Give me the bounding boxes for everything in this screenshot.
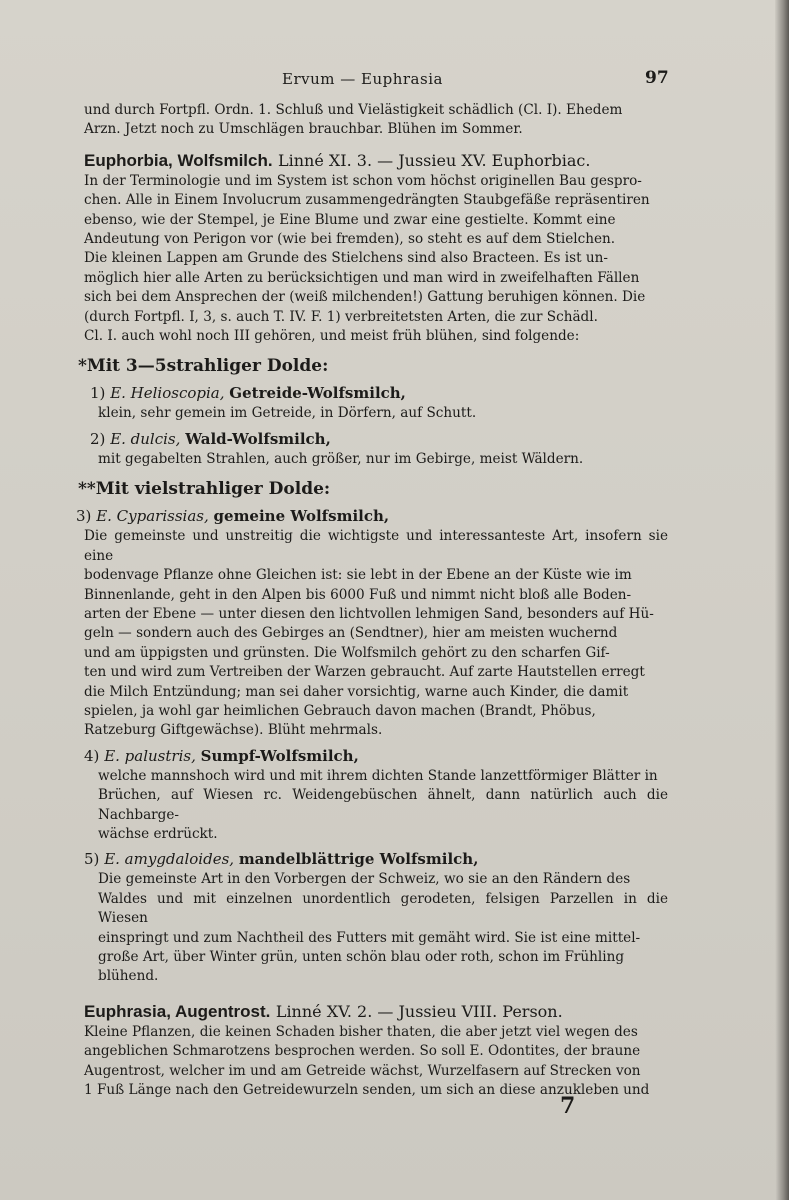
text-line: bodenvage Pflanze ohne Gleichen ist: sie lebt in der Ebene an der Küste wie im <box>84 567 632 584</box>
species-name: E. Helioscopia, <box>110 384 225 403</box>
species-name: E. dulcis, <box>110 429 181 448</box>
entry-heading-euphrasia <box>84 1001 668 1023</box>
text-line: Waldes und mit einzelnen unordentlich gerodeten, felsigen Parzellen in die Wiesen <box>98 890 668 927</box>
entry-heading-euphorbia <box>84 150 668 172</box>
genus-name: Euphrasia, Augentrost. <box>84 1001 271 1021</box>
text-line: welche mannshoch wird und mit ihrem dichten Stande lanzettförmiger Blätter in <box>98 767 658 784</box>
species-number: 5) <box>84 850 100 869</box>
text-line: blühend. <box>98 968 159 985</box>
species-number: 4) <box>84 746 100 765</box>
genus-classification: Linné XV. 2. — Jussieu VIII. Person. <box>275 1001 563 1021</box>
species-number: 1) <box>90 384 106 403</box>
text-line: die Milch Entzündung; man sei daher vorsichtig, warne auch Kinder, die damit <box>84 683 629 700</box>
text-line: Ratzeburg Giftgewächse). Blüht mehrmals. <box>84 722 383 739</box>
text-line: Andeutung von Perigon vor (wie bei fremden), so steht es auf dem Stielchen. <box>84 231 616 248</box>
genus-classification: Linné XI. 3. — Jussieu XV. Euphorbiac. <box>278 150 591 170</box>
species-common-name: Wald-Wolfsmilch, <box>185 429 331 448</box>
intro-line: und durch Fortpfl. Ordn. 1. Schluß und Vielästigkeit schädlich (Cl. I). Ehedem <box>84 102 623 118</box>
text-line: ten und wird zum Vertreiben der Warzen gebraucht. Auf zarte Hautstellen erregt <box>84 664 645 681</box>
intro-line: Arzn. Jetzt noch zu Umschlägen brauchbar. Blühen im Sommer. <box>84 121 523 138</box>
text-line: chen. Alle in Einem Involucrum zusammengedrängten Staubgefäße repräsentiren <box>84 192 650 209</box>
text-line: sich bei dem Ansprechen der (weiß milchenden!) Gattung beruhigen können. Die <box>84 289 646 306</box>
page-body <box>76 101 668 1100</box>
text-line: Binnenlande, geht in den Alpen bis 6000 Fuß und nimmt nicht bloß alle Boden- <box>84 586 632 603</box>
species-name: E. palustris, <box>104 746 196 765</box>
text-line: Die kleinen Lappen am Grunde des Stielchens sind also Bracteen. Es ist un- <box>84 250 609 267</box>
species-name: E. Cyparissias, <box>96 507 209 526</box>
species-common-name: mandelblättrige Wolfsmilch, <box>238 850 479 869</box>
species-text: mit gegabelten Strahlen, auch größer, nur im Gebirge, meist Wäldern. <box>98 450 584 467</box>
species-entry <box>84 848 668 870</box>
species-entry <box>84 745 668 767</box>
text-line: 1 Fuß Länge nach den Getreidewurzeln senden, um sich an diese anzukleben und <box>84 1082 650 1099</box>
text-line: ebenso, wie der Stempel, je Eine Blume und zwar eine gestielte. Kommt eine <box>84 211 616 228</box>
text-line: wächse erdrückt. <box>98 825 218 842</box>
section-heading: **Mit vielstrahliger Dolde: <box>78 479 331 500</box>
species-number: 3) <box>76 507 92 526</box>
text-line: In der Terminologie und im System ist schon vom höchst originellen Bau gespro- <box>84 172 642 189</box>
text-line: Die gemeinste Art in den Vorbergen der Schweiz, wo sie an den Rändern des <box>98 871 631 888</box>
text-line: spielen, ja wohl gar heimlichen Gebrauch davon machen (Brandt, Phöbus, <box>84 702 596 719</box>
text-line: (durch Fortpfl. I, 3, s. auch T. IV. F. 1) verbreitetsten Arten, die zur Schädl. <box>84 308 598 325</box>
text-line: Brüchen, auf Wiesen rc. Weidengebüschen ähnelt, dann natürlich auch die Nachbarge- <box>98 787 668 823</box>
species-number: 2) <box>90 429 106 448</box>
text-line: möglich hier alle Arten zu berücksichtigen und man wird in zweifelhaften Fällen <box>84 269 640 286</box>
species-common-name: Getreide-Wolfsmilch, <box>229 384 406 403</box>
page-number: 97 <box>645 68 669 88</box>
text-line: Augentrost, welcher im und am Getreide wächst, Wurzelfasern auf Strecken von <box>84 1062 641 1079</box>
species-entry <box>90 382 668 404</box>
text-line: geln — sondern auch des Gebirges an (Sendtner), hier am meisten wuchernd <box>84 625 618 642</box>
species-common-name: gemeine Wolfsmilch, <box>213 507 390 526</box>
species-entry <box>76 505 668 527</box>
running-head: Ervum — Euphrasia <box>282 70 443 88</box>
species-text: klein, sehr gemein im Getreide, in Dörfern, auf Schutt. <box>98 405 477 422</box>
text-line: große Art, über Winter grün, unten schön blau oder roth, schon im Frühling <box>98 949 625 965</box>
text-line: angeblichen Schmarotzens besprochen werden. So soll E. Odontites, der braune <box>84 1043 641 1060</box>
section-heading: *Mit 3—5strahliger Dolde: <box>78 356 329 377</box>
text-line: einspringt und zum Nachtheil des Futters mit gemäht wird. Sie ist eine mittel- <box>98 929 641 946</box>
text-line: arten der Ebene — unter diesen den lichtvollen lehmigen Sand, besonders auf Hü- <box>84 605 654 622</box>
text-line: und am üppigsten und grünsten. Die Wolfsmilch gehört zu den scharfen Gif- <box>84 644 610 661</box>
species-entry <box>90 428 668 450</box>
species-name: E. amygdaloides, <box>104 850 235 869</box>
species-common-name: Sumpf-Wolfsmilch, <box>200 746 359 765</box>
text-line: Kleine Pflanzen, die keinen Schaden bisher thaten, die aber jetzt viel wegen des <box>84 1023 638 1040</box>
text-line: Cl. I. auch wohl noch III gehören, und meist früh blühen, sind folgende: <box>84 328 580 345</box>
page-edge-shadow <box>775 0 789 1200</box>
text-line: Die gemeinste und unstreitig die wichtigste und interessanteste Art, insofern sie eine <box>84 528 668 564</box>
genus-name: Euphorbia, Wolfsmilch. <box>84 150 273 170</box>
page-header <box>0 70 789 92</box>
signature-mark: 7 <box>560 1093 576 1119</box>
